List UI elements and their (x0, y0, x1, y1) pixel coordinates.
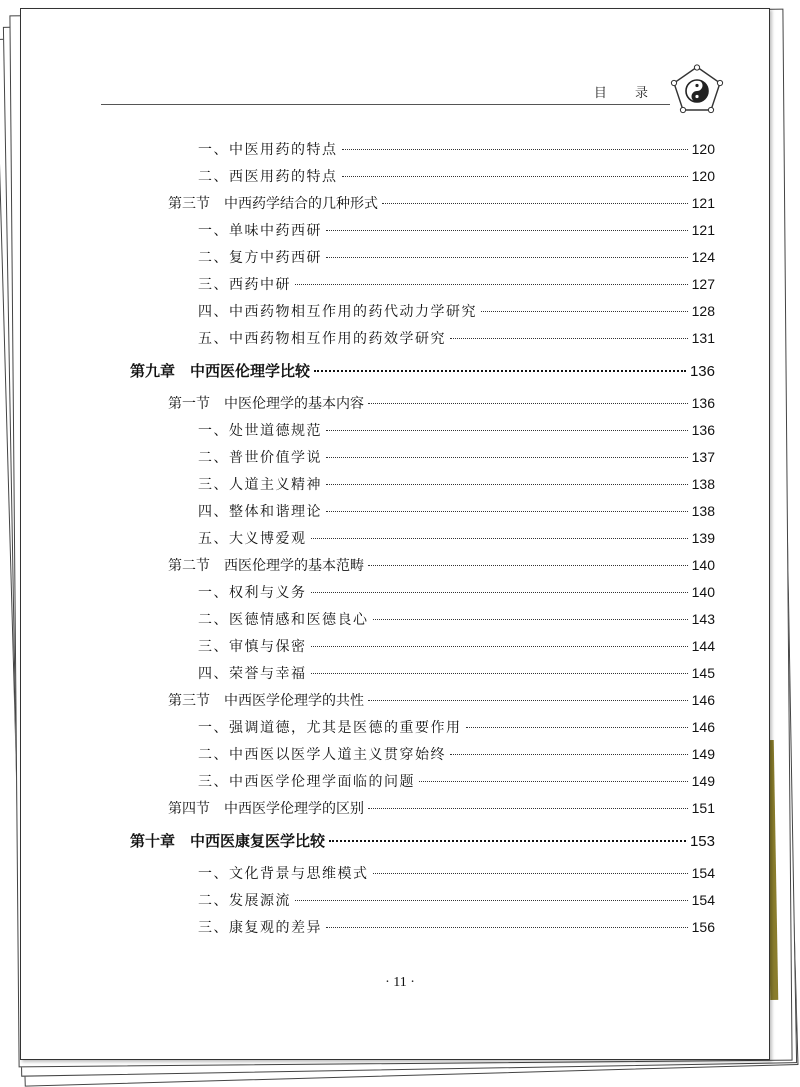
toc-chapter-row[interactable] (130, 822, 715, 860)
toc-entry-label: 第三节 中西药学结合的几种形式 (168, 196, 378, 212)
toc-page-number: 145 (691, 665, 715, 681)
toc-item-row[interactable] (130, 633, 715, 660)
dot-leader (450, 753, 688, 755)
toc-item-row[interactable] (130, 606, 715, 633)
dot-leader (329, 839, 686, 842)
toc-entry-label: 三、中西医学伦理学面临的问题 (198, 774, 415, 790)
toc-item-row[interactable] (130, 271, 715, 298)
dot-leader (311, 537, 688, 539)
toc-item-row[interactable] (130, 163, 715, 190)
toc-entry-label: 三、康复观的差异 (198, 920, 322, 936)
toc-entry-label: 第三节 中西医学伦理学的共性 (168, 693, 364, 709)
toc-page-number: 136 (691, 422, 715, 438)
toc-section-row[interactable] (130, 687, 715, 714)
dot-leader (419, 780, 688, 782)
toc-entry-label: 二、复方中药西研 (198, 250, 322, 266)
toc-page-number: 131 (691, 330, 715, 346)
toc-page-number: 138 (691, 476, 715, 492)
dot-leader (326, 429, 688, 431)
toc-page-number: 154 (691, 865, 715, 881)
dot-leader (326, 510, 688, 512)
dot-leader (295, 899, 688, 901)
dot-leader (314, 369, 686, 372)
toc-section-row[interactable] (130, 190, 715, 217)
toc-page-number: 136 (689, 363, 715, 380)
toc-item-row[interactable] (130, 579, 715, 606)
dot-leader (368, 807, 688, 809)
toc-page-number: 127 (691, 276, 715, 292)
toc-item-row[interactable] (130, 914, 715, 941)
dot-leader (368, 564, 688, 566)
toc-item-row[interactable] (130, 471, 715, 498)
toc-entry-label: 二、医德情感和医德良心 (198, 612, 369, 628)
toc-page-number: 120 (691, 141, 715, 157)
toc-item-row[interactable] (130, 444, 715, 471)
toc-entry-label: 二、西医用药的特点 (198, 169, 338, 185)
dot-leader (342, 175, 688, 177)
toc-item-row[interactable] (130, 217, 715, 244)
toc-entry-label: 二、中西医以医学人道主义贯穿始终 (198, 747, 446, 763)
toc-page-number: 124 (691, 249, 715, 265)
toc-entry-label: 二、普世价值学说 (198, 450, 322, 466)
toc-entry-label: 第九章 中西医伦理学比较 (130, 362, 311, 380)
toc-item-row[interactable] (130, 244, 715, 271)
toc-entry-label: 一、权利与义务 (198, 585, 307, 601)
toc-section-row[interactable] (130, 390, 715, 417)
toc-page-number: 151 (691, 800, 715, 816)
toc-section-row[interactable] (130, 795, 715, 822)
toc-entry-label: 第二节 西医伦理学的基本范畴 (168, 558, 364, 574)
dot-leader (373, 618, 688, 620)
toc-entry-label: 四、荣誉与幸福 (198, 666, 307, 682)
toc-entry-label: 一、中医用药的特点 (198, 142, 338, 158)
dot-leader (311, 591, 688, 593)
dot-leader (326, 456, 688, 458)
toc-page-number: 139 (691, 530, 715, 546)
toc-chapter-row[interactable] (130, 352, 715, 390)
toc-item-row[interactable] (130, 860, 715, 887)
toc-entry-label: 第四节 中西医学伦理学的区别 (168, 801, 364, 817)
toc-entry-label: 四、中西药物相互作用的药代动力学研究 (198, 304, 477, 320)
page-number: · 11 · (385, 975, 415, 990)
dot-leader (311, 672, 688, 674)
toc-item-row[interactable] (130, 136, 715, 163)
toc-entry-label: 三、西药中研 (198, 277, 291, 293)
dot-leader (382, 202, 688, 204)
toc-page-number: 137 (691, 449, 715, 465)
toc-entry-label: 三、人道主义精神 (198, 477, 322, 493)
toc-page-number: 153 (689, 833, 715, 850)
toc-page-number: 128 (691, 303, 715, 319)
toc-item-row[interactable] (130, 887, 715, 914)
table-of-contents (130, 136, 715, 941)
dot-leader (295, 283, 688, 285)
toc-page-number: 140 (691, 584, 715, 600)
toc-page-number: 121 (691, 195, 715, 211)
toc-page-number: 136 (691, 395, 715, 411)
toc-entry-label: 一、强调道德，尤其是医德的重要作用 (198, 720, 462, 736)
toc-item-row[interactable] (130, 660, 715, 687)
toc-entry-label: 第十章 中西医康复医学比较 (130, 832, 326, 850)
toc-entry-label: 第一节 中医伦理学的基本内容 (168, 396, 364, 412)
toc-page-number: 146 (691, 692, 715, 708)
page-header (101, 86, 724, 105)
toc-page-number: 154 (691, 892, 715, 908)
toc-page-number: 149 (691, 773, 715, 789)
toc-entry-label: 三、审慎与保密 (198, 639, 307, 655)
dot-leader (326, 229, 688, 231)
dot-leader (326, 483, 688, 485)
dot-leader (466, 726, 688, 728)
toc-section-row[interactable] (130, 552, 715, 579)
toc-item-row[interactable] (130, 714, 715, 741)
toc-entry-label: 一、文化背景与思维模式 (198, 866, 369, 882)
taiji-pentagon-emblem-icon (670, 64, 724, 114)
toc-page-number: 143 (691, 611, 715, 627)
toc-page-number: 140 (691, 557, 715, 573)
toc-item-row[interactable] (130, 741, 715, 768)
toc-entry-label: 四、整体和谐理论 (198, 504, 322, 520)
toc-page-number: 144 (691, 638, 715, 654)
toc-item-row[interactable] (130, 768, 715, 795)
dot-leader (326, 926, 688, 928)
toc-entry-label: 一、处世道德规范 (198, 423, 322, 439)
toc-item-row[interactable] (130, 417, 715, 444)
toc-entry-label: 五、大义博爱观 (198, 531, 307, 547)
toc-page-number: 156 (691, 919, 715, 935)
dot-leader (311, 645, 688, 647)
toc-entry-label: 一、单味中药西研 (198, 223, 322, 239)
toc-item-row[interactable] (130, 498, 715, 525)
toc-page-number: 138 (691, 503, 715, 519)
dot-leader (368, 699, 688, 701)
toc-item-row[interactable] (130, 298, 715, 325)
toc-page-number: 149 (691, 746, 715, 762)
dot-leader (481, 310, 688, 312)
dot-leader (342, 148, 688, 150)
dot-leader (373, 872, 688, 874)
dot-leader (326, 256, 688, 258)
dot-leader (450, 337, 688, 339)
toc-item-row[interactable] (130, 525, 715, 552)
toc-entry-label: 五、中西药物相互作用的药效学研究 (198, 331, 446, 347)
toc-page-number: 121 (691, 222, 715, 238)
toc-entry-label: 二、发展源流 (198, 893, 291, 909)
toc-page-number: 146 (691, 719, 715, 735)
toc-page-number: 120 (691, 168, 715, 184)
header-title: 目 录 (593, 86, 660, 101)
dot-leader (368, 402, 688, 404)
toc-item-row[interactable] (130, 325, 715, 352)
